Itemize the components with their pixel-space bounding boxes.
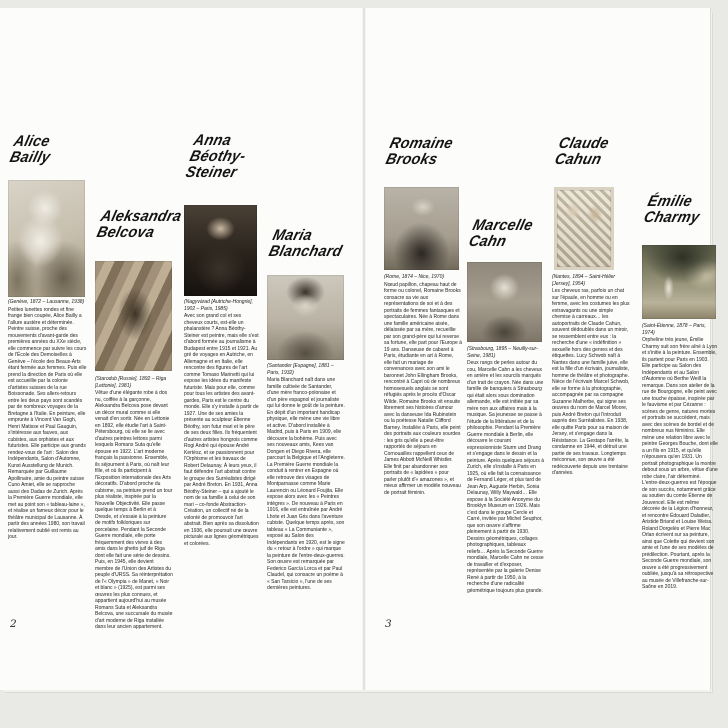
photo-claude-cahun: [554, 187, 614, 270]
photo-emilie-charmy: [642, 245, 716, 319]
book-spread: [0, 8, 718, 690]
bio-column-maria-blanchard: [267, 363, 345, 592]
artist-bio: Les cheveux ras, parfois un chat sur l'épaule, en homme ou en femme, avec les costumes les plus extravagants ou une simple chemise à carreaux… les autoportraits de Claude Cahun, souvent dédoublés dans un miroir, se ressemblent entre eux : la recherche d'une « indéfinition » sexuelle hors des genres et des étiquettes. Lucy Schwob naît à Nantes dans une famille juive, elle est la fille d'un écrivain, journaliste, homme de théâtre et photographe. Nièce de l'écrivain Marcel Schwob, elle se forme à la photographie, accompagnée par sa compagne Suzanne Malherbe, qui signe ses œuvres du nom de Marcel Moore, puis André Breton qui l'introduit auprès des Surréalistes. En 1938, elle quitte Paris pour sa maison de Jersey, et s'engage dans la Résistance. La Gestapo l'arrête, la condamne en 1944, et détruit une partie de ses travaux. Longtemps méconnue, son œuvre a été redécouverte depuis une trentaine d'années.: [552, 288, 630, 476]
artist-bio: Vêtue d'une élégante robe à dos nu, coiffée à la garçonne, Aleksandra Belcova pose devant un décor mural comme si elle venait d'en sortir. Née en Lettonie en 1892, elle étudie l'art à Saint-Pétersbourg, où elle se lie avec d'autres peintres lettons parmi lesquels Romans Suta qu'elle épouse en 1922. L'art moderne français la passionne. Ensemble, ils séjournent à Paris, où naît leur fille, et où ils participent à l'Exposition internationale des Arts décoratifs. D'abord proche du cubisme, sa peinture prend un tour plus réaliste, inspirée par la Nouvelle Objectivité. Elle passe quelque temps à Berlin et à Dresde, et s'essaie à la peinture de motifs folkloriques sur porcelaine. Pendant la Seconde Guerre mondiale, elle porte fréquemment des vivres à des amis dans le ghetto juif de Riga dont elle fait une série de dessins. Puis, en 1945, elle devient membre de l'Union des Artistes du peuple d'URSS. Sa réinterprétation de l'« Olympia » de Manet, « Noir et blanc » (1925), est parmi ses œuvres les plus connues, et appartient aujourd'hui au musée Romans Suta et Aleksandra Belcova, une succursale du musée d'art moderne de Riga installée dans leur ancien appartement.: [95, 390, 173, 630]
artist-dates: (Rome, 1874 – Nice, 1970): [384, 274, 445, 280]
artist-name: Maria Blanchard: [266, 227, 344, 260]
artist-name: Émilie Charmy: [641, 193, 702, 226]
artist-dates: (Strasbourg, 1895 – Neuilly-sur-Seine, 1981): [467, 346, 538, 359]
artist-name: Claude Cahun: [552, 135, 611, 168]
artist-name: Aleksandra Belcova: [94, 208, 184, 241]
page-fold: [362, 8, 366, 690]
page-number-right: 3: [385, 618, 392, 630]
artist-dates: (Starodub [Russie], 1892 – Riga [Lettonie], 1981): [95, 376, 167, 389]
photo-maria-blanchard: [267, 275, 344, 360]
photo-alice-bailly: [8, 180, 85, 297]
bio-column-emilie-charmy: [642, 323, 718, 591]
bio-column-anna-beothy-steiner: [184, 299, 261, 547]
artist-bio: Nœud papillon, chapeau haut de forme ou colonel, Romaine Brooks consacre sa vie aux représentations de soi et à des portraits de femmes fantasques et spectaculaires. Née à Rome dans une famille américaine aisée, délaissée par sa mère, recueillie par son grand-père qui lui reverse sa fortune, elle part pour l'Europe à 19 ans. Danseuse de cabaret à Paris, étudiante en art à Rome, elle fait un mariage de convenances avec son ami le baronnet John Ellingham Brooks, rencontré à Capri où de nombreux homosexuels anglais se sont réfugiés après le procès d'Oscar Wilde. Romaine Brooks vit ensuite librement ses histoires d'amour avec la danseuse Ida Rubinstein ou la poétesse Natalie Clifford Barney. Installée à Paris, elle peint des portraits aux couleurs sourdes : les gris qu'elle a peut-être rapportés de séjours en Cornouailles rappellent ceux de James Abbott McNeill Whistler. Elle finit par abandonner ses portraits de « lapidées » pour parler plutôt d'« amazones », et mieux affirmer un modèle nouveau de portrait féminin.: [384, 281, 462, 496]
artist-dates: (Nagyvárad [Autriche-Hongrie], 1902 – Paris, 1985): [184, 299, 253, 312]
artist-block-marcelle-cahn: [466, 217, 535, 250]
page-number-left: 2: [10, 618, 17, 630]
photo-romaine-brooks: [384, 187, 459, 270]
artist-name: Alice Bailly: [7, 133, 53, 166]
photo-marcelle-cahn: [467, 262, 542, 342]
artist-bio: Orpheline très jeune, Émilie Charmy suit son frère aîné à Lyon et s'initie à la peinture. Ensemble, ils partent pour Paris en 1903. Elle participe au Salon des Indépendants et au Salon d'Automne où Berthe Weill la remarque. Dans son atelier de la rue de Bourgogne, elle peint avec une touche épaisse, inspirée par le fauvisme et par Cézanne : scènes de genre, natures mortes et portraits se succèdent, mais avec des scènes de bordel et de nombreux nus féminins. Elle mène une relation libre avec le peintre Georges Bouche, dont elle a un fils en 1915, et qu'elle n'épousera qu'en 1931. Un portrait photographique la montre debout sous un arbre, vêtue d'une robe claire, l'air déterminé. L'entre-deux-guerres est l'époque de son succès, notamment grâce au soutien du comte Étienne de Jouvencel. Elle est même décorée de la Légion d'honneur, et rencontre Édouard Daladier, Aristide Briand et Louise Weiss. Roland Dorgelès et Pierre Mac Orlan écrivent sur sa peinture, ainsi que Colette qui devient son amie et l'une de ses modèles de prédilection. Pourtant, après la Seconde Guerre mondiale, son œuvre a été progressivement oubliée, jusqu'à sa rétrospective au musée de Villefranche-sur-Saône en 2019.: [642, 337, 718, 590]
bio-column-romaine-brooks: [384, 274, 462, 496]
photo-anna-beothy-steiner: [184, 205, 257, 296]
artist-block-alice-bailly: [7, 133, 53, 166]
artist-dates: (Genève, 1872 – Lausanne, 1938): [8, 299, 85, 305]
artist-dates: (Nantes, 1894 – Saint-Hélier [Jersey], 1954): [552, 274, 616, 287]
photo-aleksandra-belcova: [95, 261, 172, 371]
artist-block-romaine-brooks: [383, 135, 455, 168]
artist-dates: (Saint-Étienne, 1878 – Paris, 1974): [642, 323, 706, 336]
artist-bio: Maria Blanchard naît dans une famille cultivée de Santander, d'une mère franco-polonaise et d'un père espagnol et journaliste qui lui donne le goût de la peinture. En dépit d'un important handicap physique, elle mène une vie libre et active. D'abord installée à Madrid, puis à Paris en 1909, elle découvre la bohème. Puis avec ses nouveaux amis, Kees van Dongen et Diego Rivera, elle parcourt la Belgique et l'Angleterre. La Première Guerre mondiale la conduit à rentrer en Espagne où elle retrouve des visages de Montparnasse comme Marie Laurencin ou Léonard Foujita. Elle expose alors avec les « Peintres intègres ». De nouveau à Paris en 1916, elle est entraînée par André Lhote et Juan Gris dans l'aventure cubiste. Quelque temps après, son tableau « La Communiante », exposé au Salon des Indépendants en 1920, est le signe du « retour à l'ordre » qui marque la peinture de l'entre-deux-guerres. Son œuvre est remarquée par Federico García Lorca et par Paul Claudel, qui consacre un poème à « San Tarsicio », l'une de ses dernières peintures.: [267, 377, 345, 591]
artist-bio: Deux rangs de perles autour du cou, Marcelle Cahn a les cheveux en arrière et les sourcils marqués d'un trait de crayon. Née dans une famille de banquiers à Strasbourg qui était alors sous domination allemande, elle est initiée par sa mère non aux affaires mais à la musique. Sa jeunesse se passe à l'étude de la littérature et de la philosophie. Pendant la Première Guerre mondiale à Berlin, elle découvre le courant expressionniste Sturm und Drang et s'engage dans le dessin et la peinture. Après quelques séjours à Zurich, elle s'installe à Paris en 1925, où elle fait la connaissance de Fernand Léger, et plus tard de Jean Arp, Auguste Herbin, Sonia Delaunay, Willy Maywald… Elle expose à la Société Anonyme du Brooklyn Museum en 1926. Mais c'est dans le groupe Cercle et Carré, invitée par Michel Seuphor, que son œuvre s'affirme pleinement à partir de 1930. Dessins géométriques, collages photographiques, tableaux reliefs… Après la Seconde Guerre mondiale, Marcelle Cahn ne cesse de travailler et d'exposer, représentée par la galerie Denise René à partir de 1950, à la recherche d'une radicalité géométrique toujours plus grande.: [467, 360, 544, 594]
artist-name: Anna Béothy- Steiner: [183, 132, 248, 181]
artist-bio: Petites lunettes rondes et fine frange bien coupée, Alice Bailly a l'allure austère et déterminée. Peintre suisse, proche des mouvements d'avant-garde des premières années du XXe siècle, elle commence par suivre les cours de l'École des Demoiselles à Genève – l'école des Beaux-Arts étant fermée aux femmes. Puis elle prend la direction de Paris où elle est accueillie par la colonie d'artistes suisses de la rue Boissonade. Ses allers-retours entre les deux pays sont scandés par de nombreux voyages de la Bretagne à l'Italie. En peinture, elle emprunte à Vincent Van Gogh, Henri Matisse et Paul Gauguin, s'intéresse aux fauves, aux cubistes, aux orphistes et aux futuristes. Elle participe aux grands rendez-vous de l'art : Salon des Indépendants, Salon d'Automne, Kunst Ausstellung de Munich. Remarquée par Guillaume Apollinaire, amie du peintre suisse Cuno Amiet, elle se rapproche aussi des Dadas de Zurich. Après la Première Guerre mondiale, elle met au point son « tableau-laine », et réalise un fameux décor pour le théâtre municipal de Lausanne. À partir des années 1980, son travail relativement oublié est remis au jour.: [8, 306, 87, 540]
bio-column-aleksandra-belcova: [95, 376, 173, 631]
artist-bio: Avec son grand col et ses cheveux courts, est-elle un phalanstère ? Anna Béothy-Steiner est peintre, mais elle s'est d'abord formée au journalisme à Budapest entre 1915 et 1921. Au gré de voyages en Autriche, en Allemagne et en Italie, elle rencontre des figures de l'art comme Tomaso Marinetti qui lui expose les idées du manifeste futuriste. Mais pour elle, comme pour tous les artistes des avant-gardes, Paris est le centre du monde. Elle s'y installe à partir de 1927. Une de ses amies la présente au sculpteur Étienne Béothy, son futur mari et le père de ses deux filles. Ils fréquentent d'autres artistes hongrois comme Rogi André qui épouse André Kertész, et se passionnent pour l'Orphisme et les travaux de Robert Delaunay. À leurs yeux, il faut défendre l'art abstrait contre le groupe des Surréalistes dirigé par André Breton. En 1931, Anna Béothy-Steiner – qui a ajouté le nom de sa famille à celui de son mari – co-fonde Abstraction-Création, un collectif né de la volonté de promouvoir l'art abstrait. Bien après sa dissolution en 1936, elle poursuit une œuvre picturale aux lignes géométriques et colorées.: [184, 313, 259, 547]
artist-block-maria-blanchard: [266, 227, 344, 260]
artist-block-emilie-charmy: [641, 193, 702, 226]
artist-block-aleksandra-belcova: [94, 208, 184, 241]
bio-column-marcelle-cahn: [467, 346, 545, 594]
artist-name: Marcelle Cahn: [466, 217, 535, 250]
bio-column-alice-bailly: [8, 299, 87, 541]
bio-column-claude-cahun: [552, 274, 630, 477]
artist-name: Romaine Brooks: [383, 135, 455, 168]
artist-dates: (Santander [Espagne], 1881 – Paris, 1932): [267, 363, 334, 376]
artist-block-anna-beothy-steiner: [183, 132, 248, 181]
artist-block-claude-cahun: [552, 135, 611, 168]
